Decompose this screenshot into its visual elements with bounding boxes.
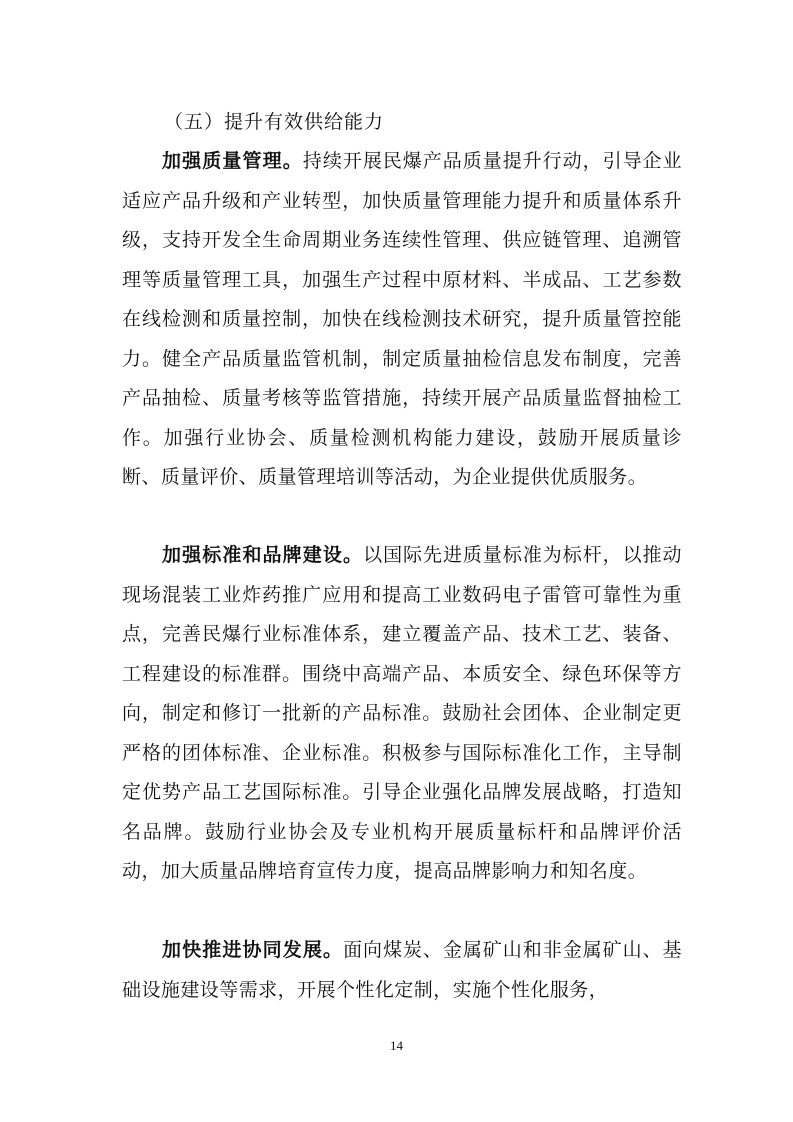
paragraph-body-text: 面向煤炭、金属矿山和非金属矿山、基础设施建设等需求，开展个性化定制，实施个性化服务， — [122, 939, 682, 1001]
paragraph-lead-heading: 加强标准和品牌建设。 — [162, 544, 364, 566]
paragraph-body-text: 持续开展民爆产品质量提升行动，引导企业适应产品升级和产业转型，加快质量管理能力提升和质量体系升级，支持开发全生命周期业务连续性管理、供应链管理、追溯管理等质量管理工具，加强生产过程中原材料、半成品、工艺参数在线检测和质量控制，加快在线检测技术研究，提升质量管控能力。健全产品质量监管机制，制定质量抽检信息发布制度，完善产品抽检、质量考核等监管措施，持续开展产品质量监督抽检工作。加强行业协会、质量检测机构能力建设，鼓励开展质量诊断、质量评价、质量管理培训等活动，为企业提供优质服务。 — [122, 150, 682, 488]
page-number: 14 — [390, 1038, 403, 1053]
paragraph-body-text: 以国际先进质量标准为标杆，以推动现场混装工业炸药推广应用和提高工业数码电子雷管可靠性为重点，完善民爆行业标准体系，建立覆盖产品、技术工艺、装备、工程建设的标准群。围绕中高端产品、本质安全、绿色环保等方向，制定和修订一批新的产品标准。鼓励社会团体、企业制定更严格的团体标准、企业标准。积极参与国际标准化工作，主导制定优势产品工艺国际标准。引导企业强化品牌发展战略，打造知名品牌。鼓励行业协会及专业机构开展质量标杆和品牌评价活动，加大质量品牌培育宣传力度，提高品牌影响力和知名度。 — [122, 544, 682, 882]
paragraph-lead-heading: 加强质量管理。 — [162, 150, 303, 172]
paragraph-coordinated-development — [122, 931, 682, 1010]
section-heading: （五）提升有效供给能力 — [164, 111, 385, 133]
paragraph-standards-brand — [122, 536, 682, 892]
paragraph-lead-heading: 加快推进协同发展。 — [162, 939, 344, 961]
paragraph-quality-management — [122, 142, 682, 498]
